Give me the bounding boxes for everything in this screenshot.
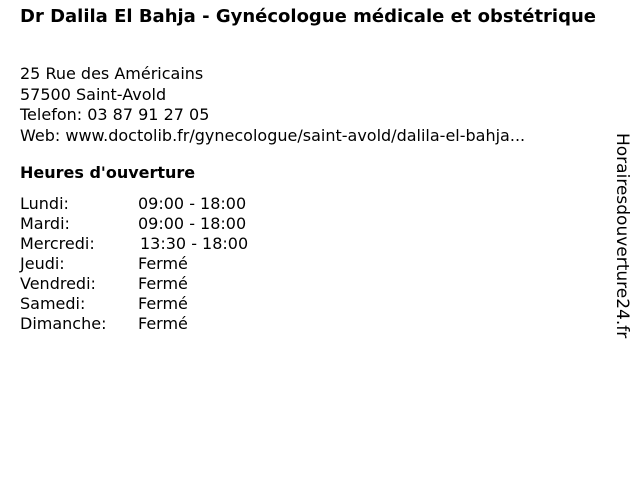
site-watermark: Horairesdouverture24.fr [612, 133, 632, 339]
business-title: Dr Dalila El Bahja - Gynécologue médicale et obstétrique [20, 6, 596, 27]
hours-row-tuesday [20, 214, 248, 234]
hours-row-sunday [20, 314, 248, 334]
day-label: Jeudi: [20, 254, 65, 273]
day-hours: Fermé [138, 274, 188, 293]
day-hours: Fermé [138, 314, 188, 333]
street-address: 25 Rue des Américains [20, 64, 204, 83]
day-label: Dimanche: [20, 314, 107, 333]
city-address: 57500 Saint-Avold [20, 84, 167, 104]
day-label: Lundi: [20, 194, 69, 213]
hours-row-saturday [20, 294, 248, 314]
phone-number: Telefon: 03 87 91 27 05 [20, 105, 210, 124]
hours-row-wednesday [20, 234, 248, 254]
day-hours: 09:00 - 18:00 [138, 194, 247, 213]
hours-row-friday [20, 274, 248, 294]
business-info [20, 64, 610, 146]
opening-hours-heading: Heures d'ouverture [20, 163, 196, 182]
day-hours: Fermé [138, 254, 188, 273]
website-link[interactable]: Web: www.doctolib.fr/gynecologue/saint-avold/dalila-el-bahja... [20, 125, 526, 145]
day-label: Samedi: [20, 294, 86, 313]
day-label: Mardi: [20, 214, 70, 233]
hours-row-monday [20, 194, 248, 214]
day-label: Vendredi: [20, 274, 96, 293]
day-hours: Fermé [138, 294, 188, 313]
day-hours: 13:30 - 18:00 [140, 234, 249, 253]
opening-hours-table [20, 194, 248, 334]
hours-row-thursday [20, 254, 248, 274]
day-hours: 09:00 - 18:00 [138, 214, 247, 233]
day-label: Mercredi: [20, 234, 95, 253]
